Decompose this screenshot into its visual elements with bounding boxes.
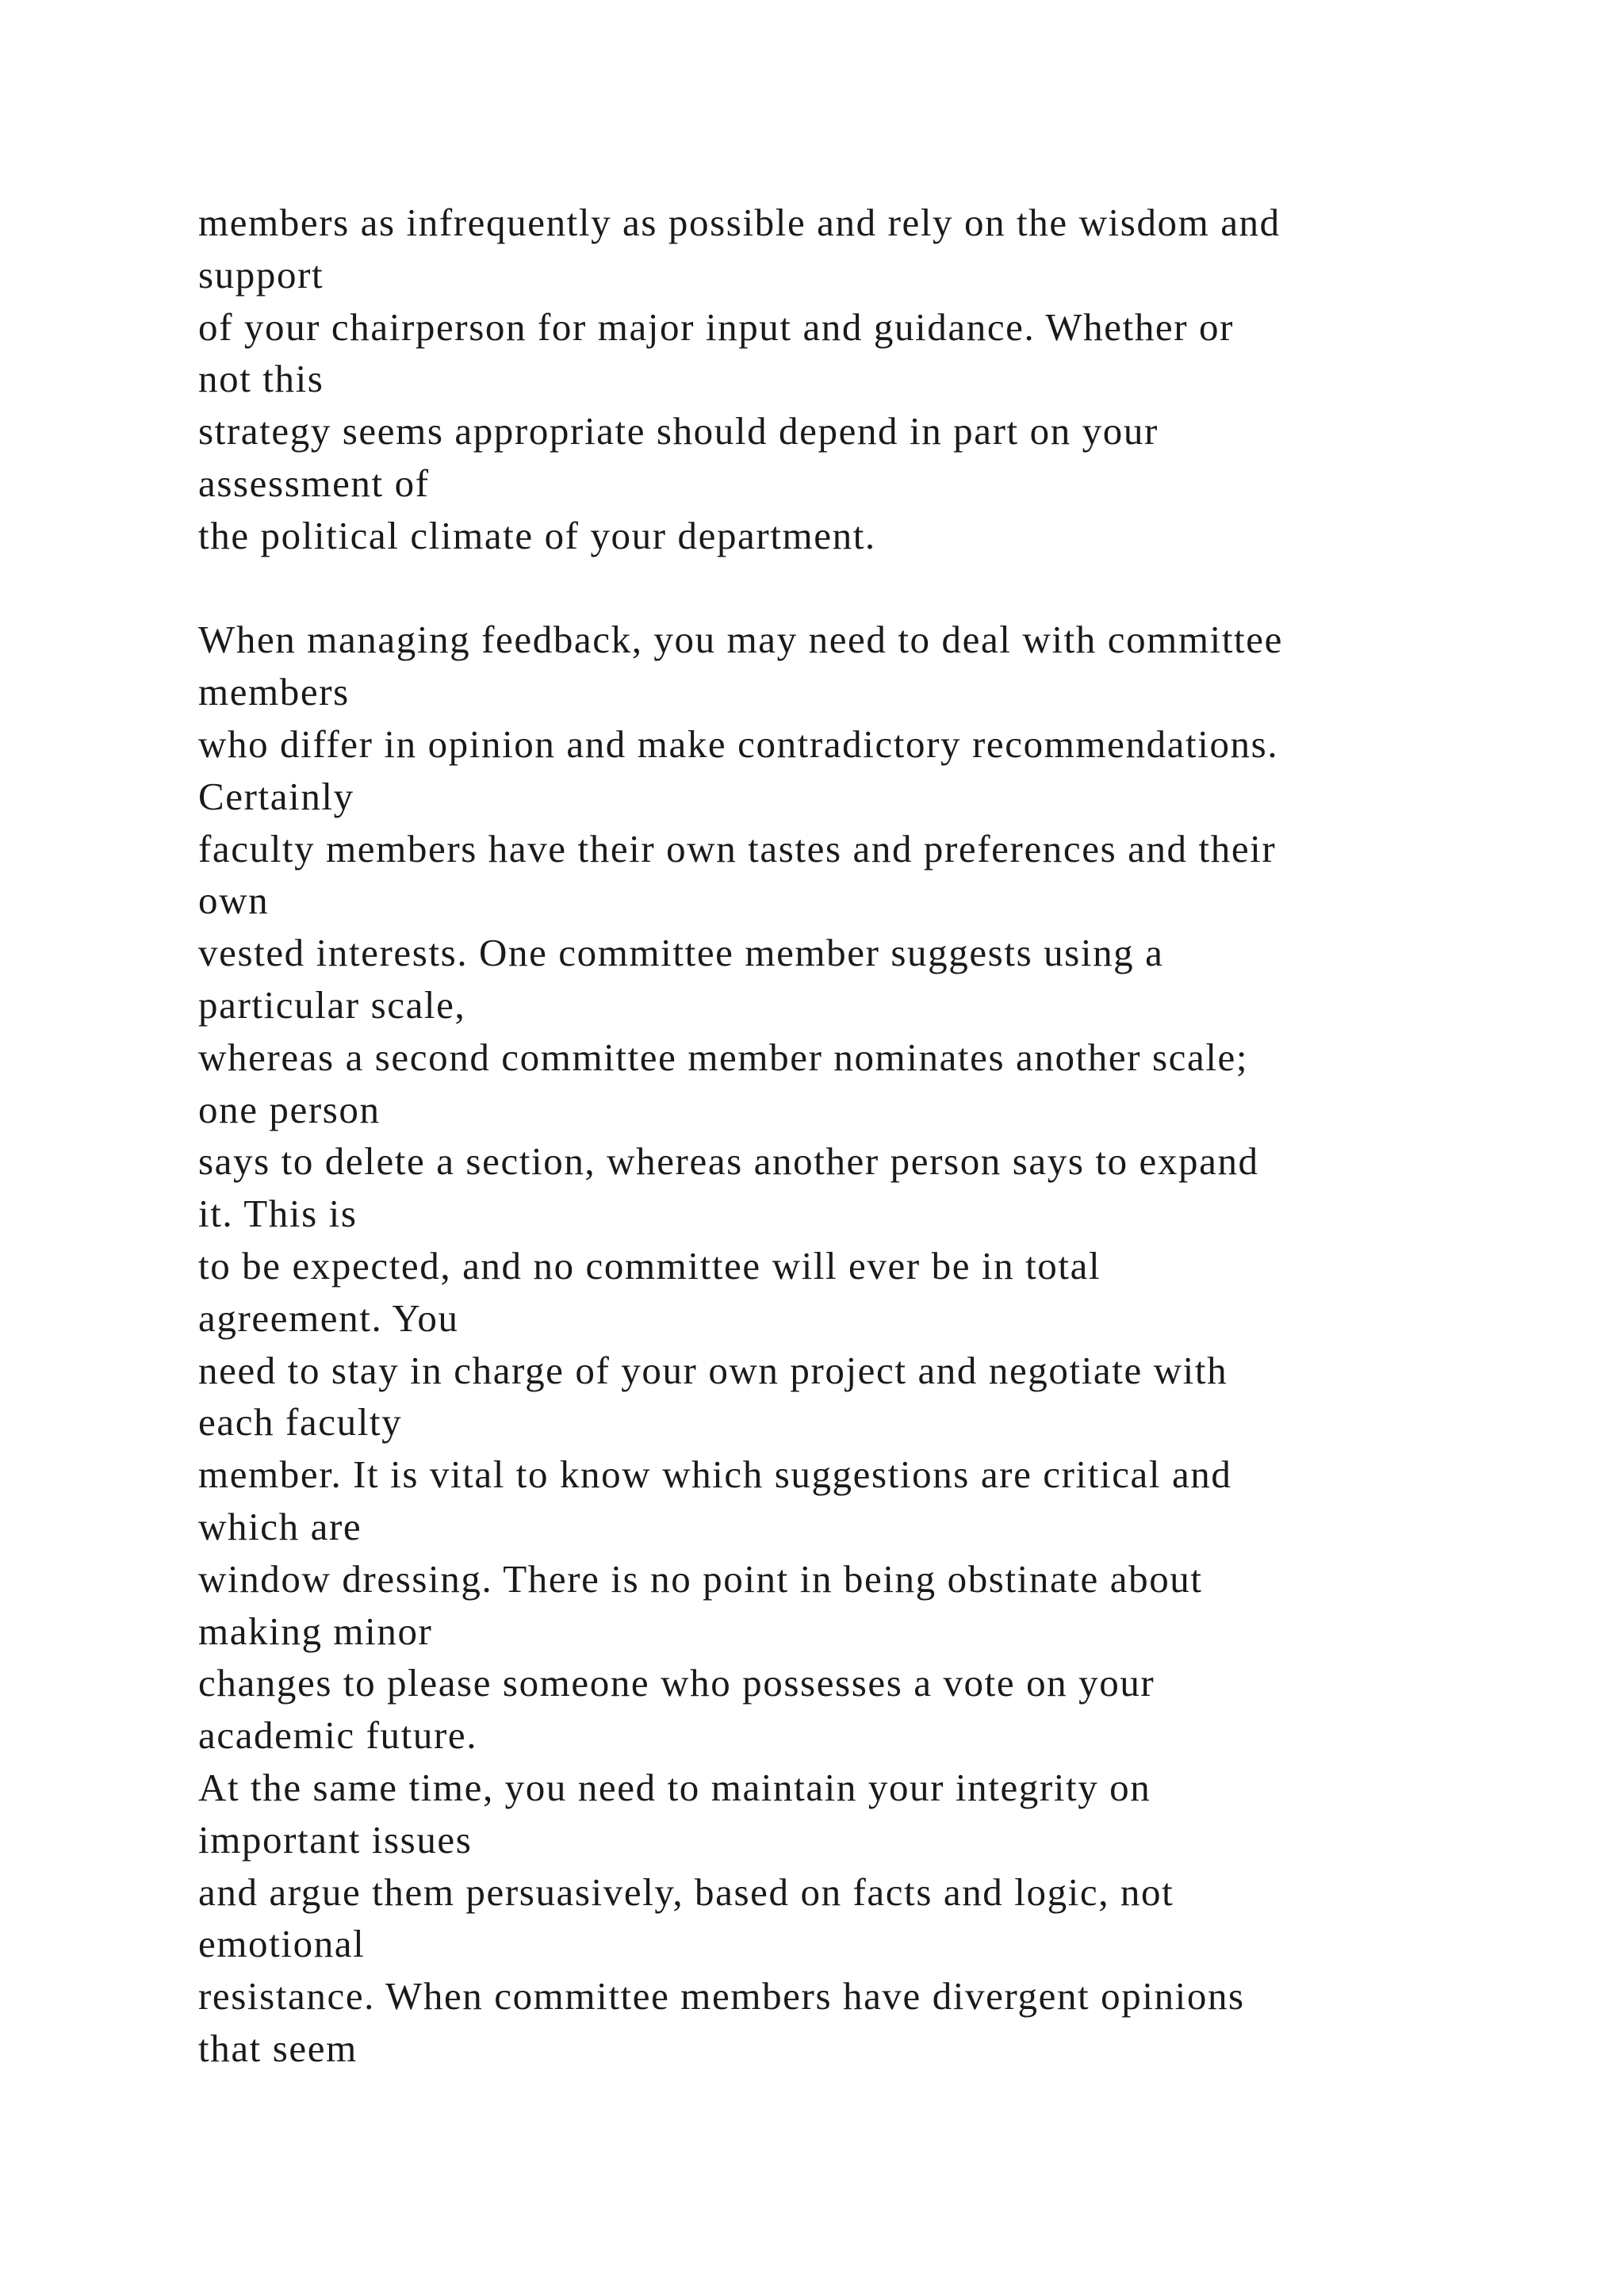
text-line: vested interests. One committee member suggests using a [198,931,1164,975]
text-line: strategy seems appropriate should depend in part on your [198,409,1159,453]
text-line: window dressing. There is no point in being obstinate about [198,1556,1203,1601]
text-line: which are [198,1504,362,1548]
text-line: members [198,670,350,714]
text-line: resistance. When committee members have divergent opinions [198,1974,1245,2019]
text-line: of your chairperson for major input and guidance. Whether or [198,304,1235,349]
text-line: assessment of [198,461,430,505]
text-line: member. It is vital to know which suggestions are critical and [198,1452,1232,1497]
text-line: says to delete a section, whereas another person says to expand [198,1139,1259,1184]
text-line: it. This is [198,1192,358,1236]
paragraph-2 [198,614,1499,2074]
paragraph-1 [198,197,1499,562]
text-line: making minor [198,1609,433,1653]
text-line: Certainly [198,774,354,818]
text-line: that seem [198,2026,358,2070]
paragraph-break [198,562,1499,614]
text-line: own [198,878,270,923]
text-line: emotional [198,1922,366,1966]
text-line: need to stay in charge of your own project and negotiate with [198,1348,1228,1392]
text-line: not this [198,357,324,401]
text-line: agreement. You [198,1295,459,1340]
text-line: academic future. [198,1713,478,1758]
text-line: particular scale, [198,982,466,1027]
text-line: each faculty [198,1400,403,1445]
text-line: members as infrequently as possible and rely on the wisdom and [198,201,1281,244]
text-line: whereas a second committee member nominates another scale; [198,1035,1249,1079]
text-line: the political climate of your department. [198,513,876,557]
text-line: When managing feedback, you may need to deal with committee [198,618,1283,662]
text-line: one person [198,1087,381,1131]
text-line: who differ in opinion and make contradictory recommendations. [198,721,1279,766]
text-line: to be expected, and no committee will ever be in total [198,1243,1101,1288]
text-line: support [198,252,324,297]
text-line: important issues [198,1817,473,1862]
text-line: At the same time, you need to maintain your integrity on [198,1765,1151,1809]
document-text [198,197,1499,2075]
text-line: changes to please someone who possesses a vote on your [198,1661,1155,1705]
text-line: faculty members have their own tastes and preferences and their [198,826,1277,871]
text-line: and argue them persuasively, based on facts and logic, not [198,1869,1174,1914]
